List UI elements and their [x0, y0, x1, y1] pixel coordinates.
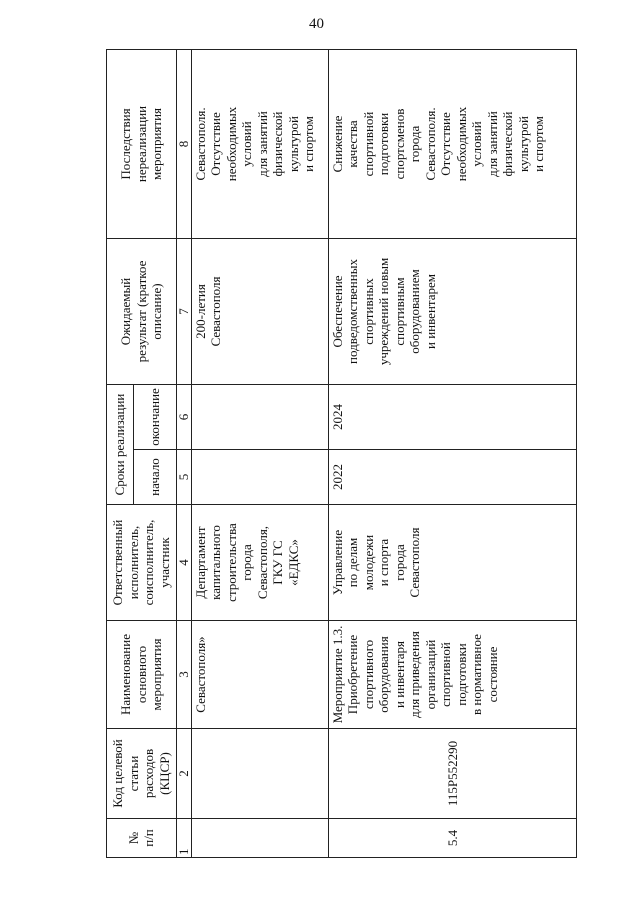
header-timeline: Сроки реализации [107, 384, 134, 504]
header-row-1 [107, 49, 134, 857]
row-end: 2024 [328, 384, 576, 449]
measures-table [106, 49, 577, 858]
row-executor: Управление по делам молодежи и спорта города Севастополя [328, 505, 576, 621]
row-end [191, 384, 328, 449]
header-measure-name: Наименование основного мероприятия [107, 621, 177, 729]
column-number: 6 [176, 384, 191, 449]
row-number: 5.4 [328, 819, 576, 858]
column-number: 5 [176, 450, 191, 505]
row-measure-name: Севастополя» [191, 621, 328, 729]
row-consequences: Севастополя. Отсутствие необходимых условий для занятий физической культурой и спортом [191, 49, 328, 238]
column-number: 8 [176, 49, 191, 238]
column-number: 4 [176, 505, 191, 621]
header-end: окончание [134, 384, 177, 449]
row-start: 2022 [328, 450, 576, 505]
row-expected-result: Обеспечение подведомственных спортивных учреждений новым спортивным оборудованием и инвентарем [328, 238, 576, 384]
row-executor: Департамент капитального строительства города Севастополя, ГКУ ГС «ЕДКС» [191, 505, 328, 621]
rotated-table-container [106, 50, 577, 858]
column-number: 7 [176, 238, 191, 384]
table-row [328, 49, 576, 857]
header-consequences: Последствия нереализации мероприятия [107, 49, 177, 238]
column-numbers-row [176, 49, 191, 857]
table-row [191, 49, 328, 857]
row-code: 115P552290 [328, 729, 576, 819]
header-start: начало [134, 450, 177, 505]
header-executor: Ответственный исполнитель, соисполнитель, участник [107, 505, 177, 621]
row-consequences: Снижение качества спортивной подготовки спортсменов города Севастополя. Отсутствие необходимых условий для занятий физической культурой и спортом [328, 49, 576, 238]
row-number [191, 819, 328, 858]
header-code: Код целевой статьи расходов (КЦСР) [107, 729, 177, 819]
page-number: 40 [309, 16, 324, 32]
row-code [191, 729, 328, 819]
column-number: 1 [176, 819, 191, 858]
row-expected-result: 200-летия Севастополя [191, 238, 328, 384]
header-expected-result: Ожидаемый результат (краткое описание) [107, 238, 177, 384]
header-number: № п/п [107, 819, 177, 858]
column-number: 3 [176, 621, 191, 729]
row-measure-name: Мероприятие 1.3. Приобретение спортивного оборудования и инвентаря для приведения организаций спортивной подготовки в нормативное состояние [328, 621, 576, 729]
row-start [191, 450, 328, 505]
column-number: 2 [176, 729, 191, 819]
